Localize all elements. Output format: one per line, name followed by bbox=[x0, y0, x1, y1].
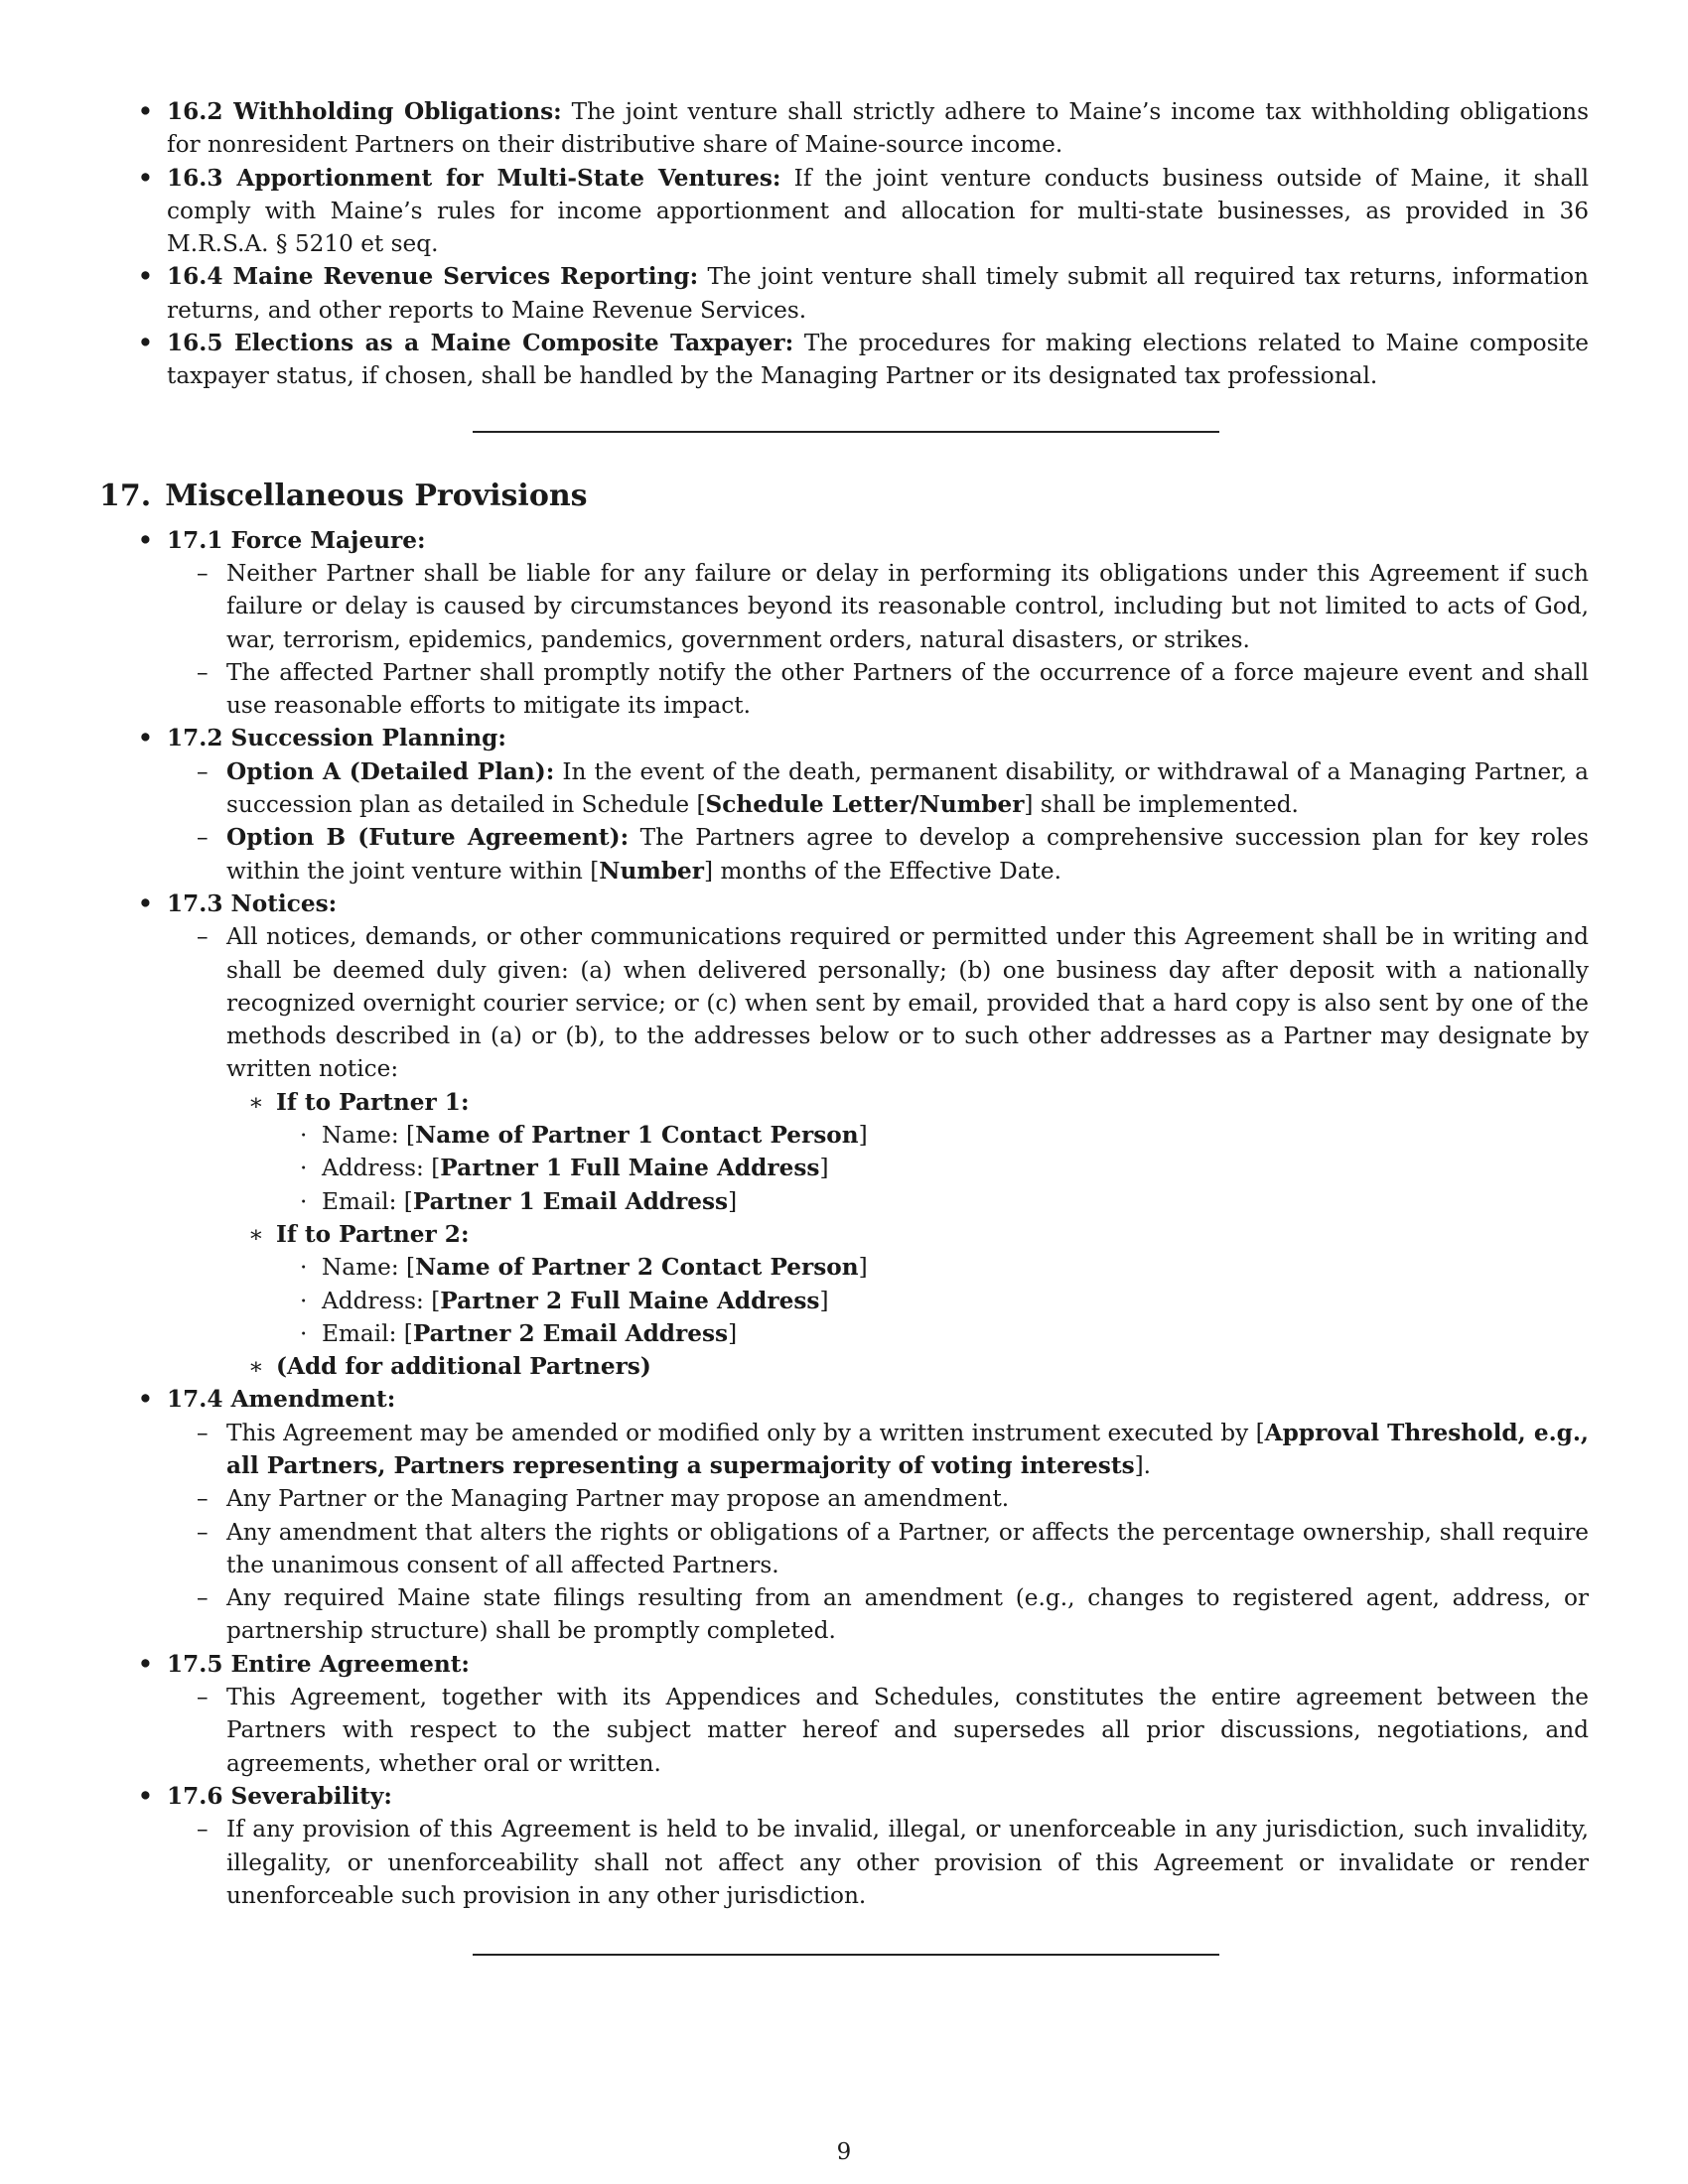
list-item: – Any Partner or the Managing Partner may propose an amendment. bbox=[167, 1482, 1589, 1515]
item-17-1: • 17.1 Force Majeure: – Neither Partner shall be liable for any failure or delay in performing its obligations under this Agreement if such failure or delay is caused by circumstances beyond its reasonable control, including but not limited to acts of God, war, terrorism, epidemics, pandemics, government orders, natural disasters, or strikes. – The affected Partner shall promptly notify the other Partners of the occurrence of a force majeure event and shall use reasonable efforts to mitigate its impact. bbox=[99, 524, 1589, 723]
list-item: – If any provision of this Agreement is held to be invalid, illegal, or unenforceable in any jurisdiction, such invalidity, illegality, or unenforceability shall not affect any other provision of this Agreement or invalidate or render unenforceable such provision in any other jurisdiction. bbox=[167, 1813, 1589, 1912]
list-item: – The affected Partner shall promptly notify the other Partners of the occurrence of a force majeure event and shall use reasonable efforts to mitigate its impact. bbox=[167, 656, 1589, 723]
item-17-5: • 17.5 Entire Agreement: – This Agreement, together with its Appendices and Schedules, constitutes the entire agreement between the Partners with respect to the subject matter hereof and supersedes all prior discussions, negotiations, and agreements, whether oral or written. bbox=[99, 1648, 1589, 1780]
list-item: · Address: [Partner 1 Full Maine Address] bbox=[276, 1152, 1589, 1184]
section-17-items bbox=[99, 524, 1589, 1912]
list-item: – Any amendment that alters the rights or obligations of a Partner, or affects the percentage ownership, shall require the unanimous consent of all affected Partners. bbox=[167, 1516, 1589, 1582]
option-a: – Option A (Detailed Plan): In the event of the death, permanent disability, or withdrawal of a Managing Partner, a succession plan as detailed in Schedule [Schedule Letter/Number] shall be implemented. bbox=[167, 755, 1589, 822]
item-16-5: • 16.5 Elections as a Maine Composite Taxpayer: The procedures for making elections related to Maine composite taxpayer status, if chosen, shall be handled by the Managing Partner or its designated tax professional. bbox=[99, 327, 1589, 393]
list-item: · Name: [Name of Partner 1 Contact Person] bbox=[276, 1119, 1589, 1152]
section-title: Miscellaneous Provisions bbox=[165, 478, 588, 513]
item-17-4: • 17.4 Amendment: – This Agreement may be amended or modified only by a written instrument executed by [Approval Threshold, e.g., all Partners, Partners representing a supermajority of voting interests]. – Any Partner or the Managing Partner may propose an amendment. – Any amendment that alters the rights or obligations of a Partner, or affects the percentage ownership, shall require the unanimous consent of all affected Partners. – Any required Maine state filings resulting from an amendment (e.g., changes to registered agent, address, or partnership structure) shall be promptly completed. bbox=[99, 1383, 1589, 1647]
item-16-3: • 16.3 Apportionment for Multi-State Ventures: If the joint venture conducts business outside of Maine, it shall comply with Maine’s rules for income apportionment and allocation for multi-state businesses, as provided in 36 M.R.S.A. § 5210 et seq. bbox=[99, 162, 1589, 261]
additional-partners: ∗ (Add for additional Partners) bbox=[226, 1350, 1589, 1383]
section-divider bbox=[473, 1954, 1219, 1956]
list-item: · Email: [Partner 1 Email Address] bbox=[276, 1185, 1589, 1218]
section-17-heading bbox=[99, 477, 1589, 516]
item-16-4: • 16.4 Maine Revenue Services Reporting: The joint venture shall timely submit all required tax returns, information returns, and other reports to Maine Revenue Services. bbox=[99, 260, 1589, 327]
partner-2-contact: ∗ If to Partner 2: · Name: [Name of Partner 2 Contact Person] · Address: [Partner 2 Full Maine Address] · Email: [Partner 2 Email Address] bbox=[226, 1218, 1589, 1350]
partner-1-contact: ∗ If to Partner 1: · Name: [Name of Partner 1 Contact Person] · Address: [Partner 1 Full Maine Address] · Email: [Partner 1 Email Address] bbox=[226, 1086, 1589, 1218]
list-item: · Email: [Partner 2 Email Address] bbox=[276, 1317, 1589, 1350]
page-number: 9 bbox=[836, 2139, 852, 2165]
page-content bbox=[99, 95, 1589, 1956]
item-17-6: • 17.6 Severability: – If any provision of this Agreement is held to be invalid, illegal, or unenforceable in any jurisdiction, such invalidity, illegality, or unenforceability shall not affect any other provision of this Agreement or invalidate or render unenforceable such provision in any other jurisdiction. bbox=[99, 1780, 1589, 1912]
section-number: 17. bbox=[99, 478, 152, 513]
list-item: – This Agreement may be amended or modified only by a written instrument executed by [Approval Threshold, e.g., all Partners, Partners representing a supermajority of voting interests]. bbox=[167, 1417, 1589, 1483]
item-17-2: • 17.2 Succession Planning: – Option A (Detailed Plan): In the event of the death, permanent disability, or withdrawal of a Managing Partner, a succession plan as detailed in Schedule [Schedule Letter/Number] shall be implemented. – Option B (Future Agreement): The Partners agree to develop a comprehensive succession plan for key roles within the joint venture within [Number] months of the Effective Date. bbox=[99, 722, 1589, 887]
list-item: – Neither Partner shall be liable for any failure or delay in performing its obligations under this Agreement if such failure or delay is caused by circumstances beyond its reasonable control, including but not limited to acts of God, war, terrorism, epidemics, pandemics, government orders, natural disasters, or strikes. bbox=[167, 557, 1589, 656]
list-item: · Name: [Name of Partner 2 Contact Person] bbox=[276, 1251, 1589, 1284]
item-17-3: • 17.3 Notices: – All notices, demands, or other communications required or permitted under this Agreement shall be in writing and shall be deemed duly given: (a) when delivered personally; (b) one business day after deposit with a nationally recognized overnight courier service; or (c) when sent by email, provided that a hard copy is also sent by one of the methods described in (a) or (b), to the addresses below or to such other addresses as a Partner may designate by written notice: ∗ If to Partner 1: · Name: [Name of Partner 1 Contact Person] · Address: [Partner 1 Full Maine Address] · Email: [Partner 1 Email Address] ∗ If to Partner 2: · Name: [Name of Partner 2 Contact Person] · Address: [Partner 2 Full Maine Address] · Email: [Partner 2 Email Address] ∗ (Add for additional Partners) bbox=[99, 887, 1589, 1383]
list-item: – Any required Maine state filings resulting from an amendment (e.g., changes to registered agent, address, or partnership structure) shall be promptly completed. bbox=[167, 1581, 1589, 1648]
section-divider bbox=[473, 431, 1219, 433]
notices-intro: – All notices, demands, or other communications required or permitted under this Agreement shall be in writing and shall be deemed duly given: (a) when delivered personally; (b) one business day after deposit with a nationally recognized overnight courier service; or (c) when sent by email, provided that a hard copy is also sent by one of the methods described in (a) or (b), to the addresses below or to such other addresses as a Partner may designate by written notice: ∗ If to Partner 1: · Name: [Name of Partner 1 Contact Person] · Address: [Partner 1 Full Maine Address] · Email: [Partner 1 Email Address] ∗ If to Partner 2: · Name: [Name of Partner 2 Contact Person] · Address: [Partner 2 Full Maine Address] · Email: [Partner 2 Email Address] ∗ (Add for additional Partners) bbox=[167, 920, 1589, 1383]
list-item: – This Agreement, together with its Appendices and Schedules, constitutes the entire agreement between the Partners with respect to the subject matter hereof and supersedes all prior discussions, negotiations, and agreements, whether oral or written. bbox=[167, 1681, 1589, 1780]
list-item: · Address: [Partner 2 Full Maine Address] bbox=[276, 1285, 1589, 1317]
section-16-items bbox=[99, 95, 1589, 393]
item-16-2: • 16.2 Withholding Obligations: The joint venture shall strictly adhere to Maine’s income tax withholding obligations for nonresident Partners on their distributive share of Maine-source income. bbox=[99, 95, 1589, 162]
option-b: – Option B (Future Agreement): The Partners agree to develop a comprehensive succession plan for key roles within the joint venture within [Number] months of the Effective Date. bbox=[167, 821, 1589, 887]
